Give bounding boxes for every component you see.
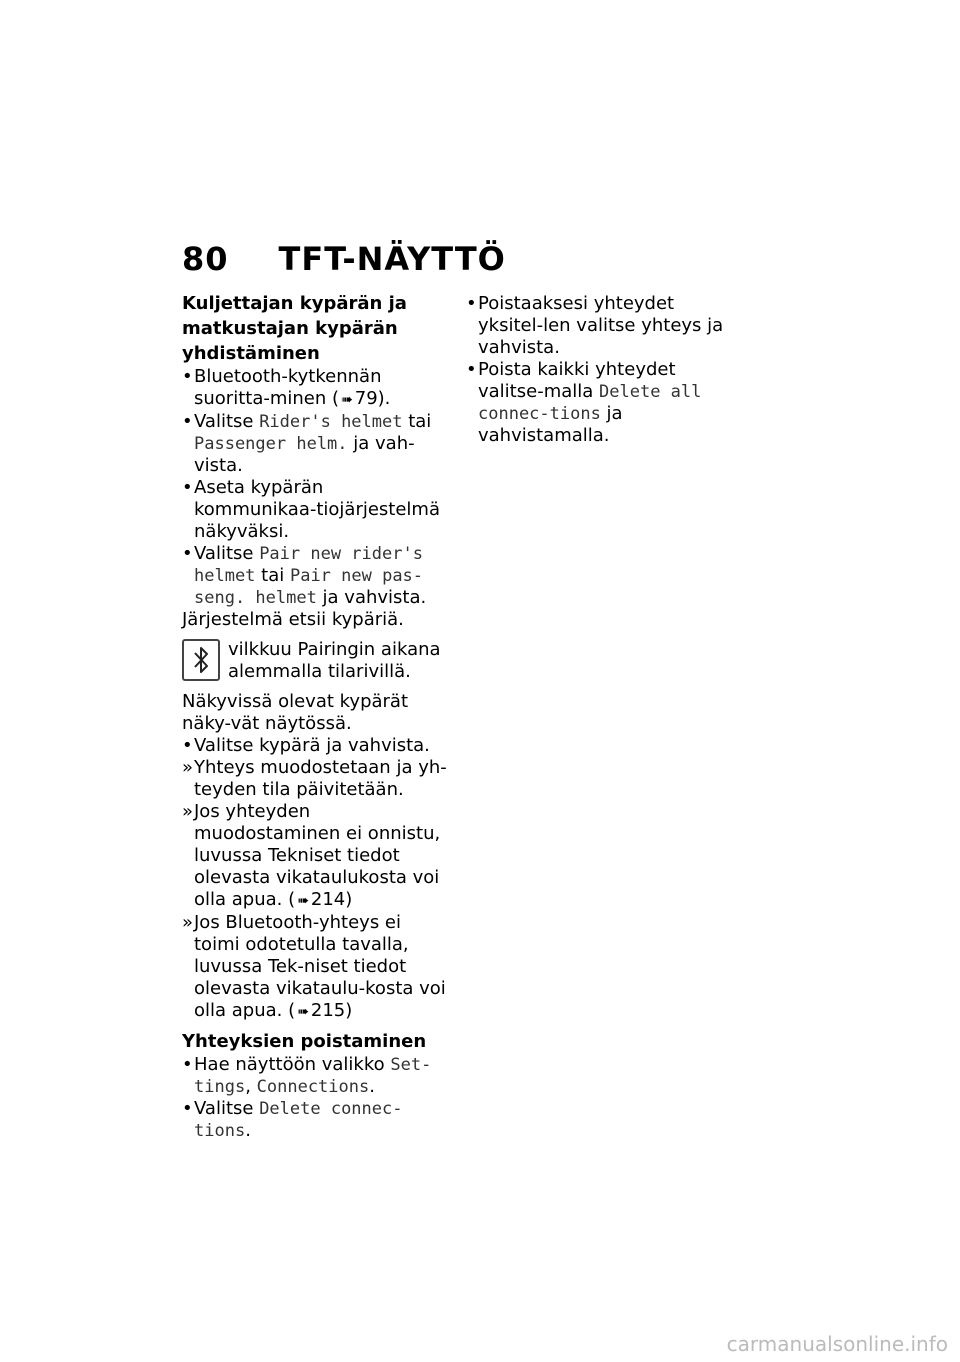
page-title: TFT-NÄYTTÖ [278,240,506,278]
pairing-steps [182,366,450,609]
result-item [182,757,450,801]
menu-option: Delete all connec-tions [478,382,702,424]
list-item [466,293,736,359]
result-item [182,912,450,1023]
bluetooth-note-text: vilkkuu Pairingin aikana alemmalla tilarivillä. [228,639,441,682]
delete-steps [182,1054,450,1142]
list-item [182,411,450,477]
selection-steps [182,735,450,1023]
step-text: Poistaaksesi yhteydet yksitel-len valitse yhteys ja vahvista. [478,293,724,358]
step-text: Valitse [194,543,260,564]
menu-option: Passenger helm. [194,434,348,454]
delete-steps-continued [466,293,736,447]
step-text: ja vahvistamalla. [478,403,623,446]
left-column [182,291,450,1142]
step-text: ja vah-vista. [194,433,415,476]
bluetooth-icon [182,639,220,681]
page-reference[interactable]: 214) [310,889,353,910]
step-text: Poista kaikki yhteydet valitse-malla [478,359,676,402]
step-text: Bluetooth-kytkennän suoritta-minen ( [194,366,382,409]
menu-option: Delete connec-tions [194,1099,403,1141]
list-item [182,735,450,757]
step-text: Valitse [194,1098,260,1119]
menu-option: Set-tings [194,1055,432,1097]
menu-option: Pair new pas-seng. helmet [194,566,424,608]
step-text: tai [402,411,432,432]
menu-option: Pair new rider's helmet [194,544,423,586]
reference-arrow-icon: ➠ [341,392,353,408]
list-item [182,543,450,609]
bluetooth-note [182,639,450,683]
list-item [182,477,450,543]
step-text: Hae näyttöön valikko [194,1054,391,1075]
page-number: 80 [182,240,229,278]
step-text: Valitse kypärä ja vahvista. [194,735,430,756]
list-item [182,1098,450,1142]
search-note: Järjestelmä etsii kypäriä. [182,609,404,630]
page-reference[interactable]: 79). [354,388,391,409]
visible-helmets-note: Näkyvissä olevat kypärät näky-vät näytössä. [182,691,409,734]
list-item [182,366,450,411]
page-header [182,240,506,278]
list-item [182,1054,450,1098]
step-text: Aseta kypärän kommunikaa-tiojärjestelmä näkyväksi. [194,477,440,542]
reference-arrow-icon: ➠ [297,1004,309,1020]
step-text: Valitse [194,411,260,432]
result-text: Yhteys muodostetaan ja yh-teyden tila päivitetään. [194,757,447,800]
section-heading-delete: Yhteyksien poistaminen [182,1031,427,1052]
right-column [466,293,736,447]
result-text: Jos Bluetooth-yhteys ei toimi odotetulla tavalla, luvussa Tek-niset tiedot olevasta vikataulu-kosta voi olla apua. ( [194,912,446,1021]
reference-arrow-icon: ➠ [297,893,309,909]
page-reference[interactable]: 215) [310,1000,353,1021]
step-text: . [245,1120,251,1141]
section-heading-pairing: Kuljettajan kypärän ja matkustajan kypärän yhdistäminen [182,293,407,364]
step-text: , [245,1076,257,1097]
watermark: carmanualsonline.info [726,1332,948,1356]
result-item [182,801,450,912]
list-item [466,359,736,447]
step-text: tai [255,565,290,586]
step-text: . [369,1076,375,1097]
result-text: Jos yhteyden muodostaminen ei onnistu, luvussa Tekniset tiedot olevasta vikataulukosta voi olla apua. ( [194,801,441,910]
step-text: ja vahvista. [316,587,427,608]
menu-option: Connections [256,1077,370,1097]
menu-option: Rider's helmet [259,412,403,432]
